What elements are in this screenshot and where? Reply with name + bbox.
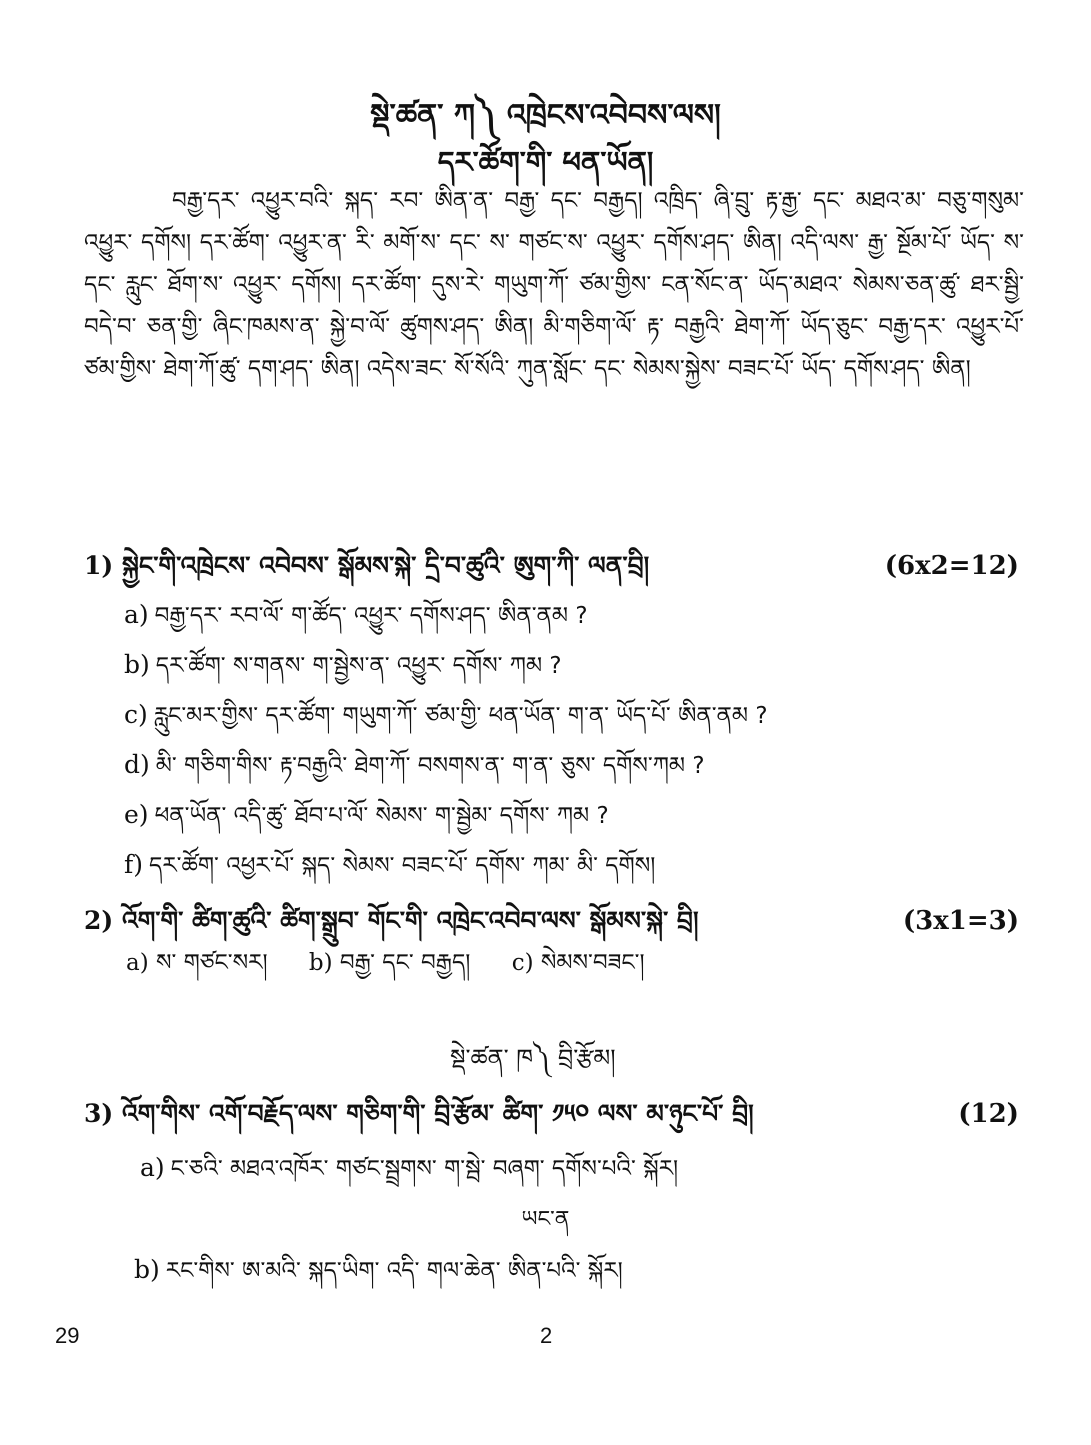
question-3-text: འོག་གིས་ འགོ་བརྗོད་ལས་ གཅིག་གི་ བྲི་རྩོམ་ ཚིག་ ༡༥༠ ལས་ མ་ཉུང་པོ་ བྲི། [121, 1099, 754, 1128]
option-text: ས་ གཙང་སར། [156, 950, 268, 976]
question-3-marks: (12) [958, 1099, 1019, 1129]
question-2-number: 2) [84, 906, 114, 935]
question-1-text: སྐྱེང་གི་འཁྲེངས་ འབེབས་ སྒོམས་སྐེ་ དྲི་བ་ཚུའི་ ཨུག་ཀི་ ལན་བྲི། [121, 551, 650, 580]
item-label: b) [134, 1255, 160, 1284]
option-a [126, 950, 268, 976]
item-label: a) [140, 1153, 165, 1182]
item-text: རླུང་མར་གྱིས་ དར་ཚོག་ གཡུག་ཀོ་ ཙམ་གྱི་ ཕན་ཡོན་ ག་ན་ ཡོད་པོ་ ཨིན་ནམ ? [153, 703, 768, 729]
passage-title: དར་ཚོག་གི་ ཕན་ཡོན། [437, 145, 654, 179]
passage-text: བརྒྱ་དར་ འཕྱུར་བའི་ སྐད་ རབ་ ཨིན་ན་ བརྒྱ་ དང་ བརྒྱད། འཁྲིད་ ཞི་བྲུ་ རྟ་རྒྱ་ དང་ མཐའ་མ་ བཅུ་གསུམ་ འཕྱུར་ དགོས། དར་ཚོག་ འཕྱུར་ན་ རི་ མགོ་ས་ དང་ ས་ གཙང་ས་ འཕྱུར་ དགོས་ཤད་ ཨིན། འདི་ལས་ རྒྱ་ སྔོམ་པོ་ ཡོད་ ས་ དང་ རླུང་ ཐོག་ས་ འཕྱུར་ དགོས། དར་ཚོག་ དུས་རེ་ གཡུག་ཀོ་ ཙམ་གྱིས་ ངན་སོང་ན་ ཡོད་མཐའ་ སེམས་ཅན་ཚུ་ ཐར་སྦྱི་ བདེ་བ་ ཅན་གྱི་ ཞིང་ཁམས་ན་ སྐྱེ་བ་ལོ་ ཚུགས་ཤད་ ཨིན། མི་གཅིག་ལོ་ རྟ་ བརྒྱའི་ ཐེག་ཀོ་ ཡོད་ཅུང་ བརྒྱ་དར་ འཕྱུར་པོ་ ཙམ་གྱིས་ ཐེག་ཀོ་ཚུ་ དག་ཤད་ ཨིན། འདེས་ཟང་ སོ་སོའི་ ཀུན་སློང་ དང་ སེམས་སྐྱེས་ བཟང་པོ་ ཡོད་ དགོས་ཤད་ ཨིན། [84, 188, 1024, 382]
footer-code: 29 [55, 1323, 80, 1348]
item-text: ཕན་ཡོན་ འདི་ཚུ་ ཐོབ་པ་ལོ་ སེམས་ ག་སྦྱེམ་ དགོས་ ཀམ ? [154, 803, 609, 829]
item-text: བརྒྱ་དར་ རབ་ལོ་ ག་ཚོད་ འཕྱུར་ དགོས་ཤད་ ཨིན་ནམ ? [154, 603, 588, 629]
item-text: རང་གིས་ ཨ་མའི་ སྐད་ཡིག་ འདི་ གལ་ཆེན་ ཨིན་པའི་ སྐོར། [165, 1258, 623, 1284]
option-label: c) [511, 950, 534, 976]
section-a-heading: སྡེ་ཚན་ ཀ༽ འཁྲེངས་འབེབས་ལས། [370, 98, 721, 133]
item-label: d) [124, 750, 150, 779]
item-label: a) [124, 600, 149, 629]
page-number: 2 [540, 1323, 553, 1348]
item-text: ང་ཅའི་ མཐའ་འཁོར་ གཙང་སྦྲགས་ ག་སྦེ་ བཞག་ དགོས་པའི་ སྐོར། [170, 1156, 679, 1182]
question-2-marks: (3x1=3) [902, 906, 1019, 936]
or-separator: ཡང་ན [521, 1207, 570, 1232]
item-text: དར་ཚོག་ འཕྱར་པོ་ སྐད་ སེམས་ བཟང་པོ་ དགོས་ ཀམ་ མི་ དགོས། [149, 853, 656, 879]
question-3-number: 3) [84, 1099, 114, 1128]
question-3-item-b [134, 1245, 623, 1310]
option-text: བརྒྱ་ དང་ བརྒྱད། [339, 950, 471, 976]
item-label: b) [124, 650, 150, 679]
option-b [309, 950, 471, 976]
item-label: e) [124, 800, 149, 829]
item-label: c) [124, 700, 148, 729]
question-1-marks: (6x2=12) [884, 551, 1019, 581]
question-2-options [126, 937, 679, 1002]
option-c [512, 950, 645, 976]
question-2-text: འོག་གི་ ཚིག་ཚུའི་ ཚིག་སྒྲུབ་ གོང་གི་ འཁྲེང་འབེབ་ལས་ སྒོམས་སྐེ་ བྲི། [121, 906, 699, 935]
option-label: a) [126, 950, 149, 976]
option-text: སེམས་བཟང་། [540, 950, 645, 976]
item-label: f) [124, 850, 144, 879]
question-1-number: 1) [84, 551, 114, 580]
item-text: མི་ གཅིག་གིས་ རྟ་བརྒྱའི་ ཐེག་ཀོ་ བསགས་ན་ ག་ན་ ཅུས་ དགོས་ཀམ ? [155, 753, 705, 779]
item-text: དར་ཚོག་ ས་གནས་ ག་སྦྱེས་ན་ འཕྱུར་ དགོས་ ཀམ ? [155, 653, 562, 679]
option-label: b) [308, 950, 333, 976]
section-b-heading: སྡེ་ཚན་ ཁ༽ བྲི་རྩོམ། [450, 1044, 616, 1072]
